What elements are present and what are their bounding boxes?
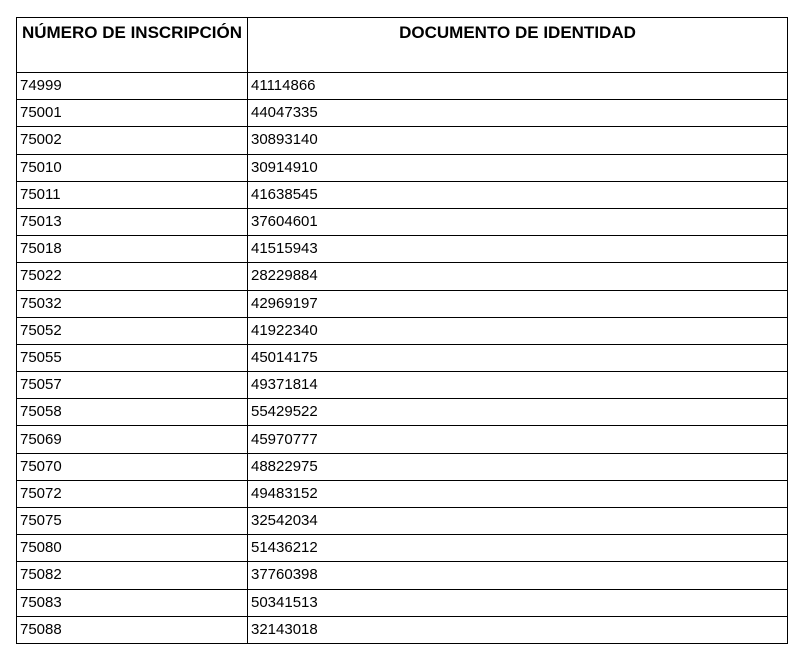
inscription-number-cell: 74999 bbox=[17, 73, 248, 100]
table-row bbox=[17, 127, 788, 154]
identity-document-cell: 55429522 bbox=[248, 399, 788, 426]
identity-document-cell: 44047335 bbox=[248, 100, 788, 127]
inscription-number-cell: 75001 bbox=[17, 100, 248, 127]
inscription-number-cell: 75055 bbox=[17, 344, 248, 371]
table-row bbox=[17, 372, 788, 399]
identity-document-cell: 32542034 bbox=[248, 508, 788, 535]
inscription-number-cell: 75072 bbox=[17, 480, 248, 507]
table-row bbox=[17, 399, 788, 426]
identity-document-cell: 41515943 bbox=[248, 236, 788, 263]
inscription-number-cell: 75002 bbox=[17, 127, 248, 154]
table-row bbox=[17, 317, 788, 344]
identity-document-cell: 30914910 bbox=[248, 154, 788, 181]
inscription-number-cell: 75069 bbox=[17, 426, 248, 453]
inscription-number-cell: 75070 bbox=[17, 453, 248, 480]
table-row bbox=[17, 344, 788, 371]
identity-document-cell: 48822975 bbox=[248, 453, 788, 480]
identity-document-cell: 37604601 bbox=[248, 208, 788, 235]
table-row bbox=[17, 100, 788, 127]
inscription-number-cell: 75022 bbox=[17, 263, 248, 290]
inscription-number-cell: 75010 bbox=[17, 154, 248, 181]
identity-document-cell: 45970777 bbox=[248, 426, 788, 453]
table-row bbox=[17, 453, 788, 480]
table-row bbox=[17, 181, 788, 208]
table-body bbox=[17, 73, 788, 644]
inscription-number-cell: 75080 bbox=[17, 535, 248, 562]
inscription-table bbox=[16, 17, 788, 644]
inscription-number-cell: 75075 bbox=[17, 508, 248, 535]
header-inscription-number: NÚMERO DE INSCRIPCIÓN bbox=[17, 18, 248, 73]
inscription-number-cell: 75011 bbox=[17, 181, 248, 208]
identity-document-cell: 45014175 bbox=[248, 344, 788, 371]
identity-document-cell: 41638545 bbox=[248, 181, 788, 208]
identity-document-cell: 32143018 bbox=[248, 616, 788, 643]
identity-document-cell: 41114866 bbox=[248, 73, 788, 100]
table-row bbox=[17, 236, 788, 263]
table-row bbox=[17, 208, 788, 235]
table-row bbox=[17, 426, 788, 453]
identity-document-cell: 41922340 bbox=[248, 317, 788, 344]
table-row bbox=[17, 508, 788, 535]
table-row bbox=[17, 562, 788, 589]
identity-document-cell: 51436212 bbox=[248, 535, 788, 562]
table-row bbox=[17, 616, 788, 643]
inscription-number-cell: 75018 bbox=[17, 236, 248, 263]
table-row bbox=[17, 263, 788, 290]
identity-document-cell: 42969197 bbox=[248, 290, 788, 317]
table-row bbox=[17, 480, 788, 507]
inscription-number-cell: 75013 bbox=[17, 208, 248, 235]
inscription-number-cell: 75057 bbox=[17, 372, 248, 399]
identity-document-cell: 49371814 bbox=[248, 372, 788, 399]
inscription-number-cell: 75088 bbox=[17, 616, 248, 643]
identity-document-cell: 30893140 bbox=[248, 127, 788, 154]
inscription-number-cell: 75082 bbox=[17, 562, 248, 589]
identity-document-cell: 37760398 bbox=[248, 562, 788, 589]
inscription-number-cell: 75052 bbox=[17, 317, 248, 344]
identity-document-cell: 28229884 bbox=[248, 263, 788, 290]
table-row bbox=[17, 589, 788, 616]
inscription-number-cell: 75058 bbox=[17, 399, 248, 426]
header-row bbox=[17, 18, 788, 73]
identity-document-cell: 50341513 bbox=[248, 589, 788, 616]
table-row bbox=[17, 154, 788, 181]
identity-document-cell: 49483152 bbox=[248, 480, 788, 507]
table-row bbox=[17, 73, 788, 100]
header-identity-document: DOCUMENTO DE IDENTIDAD bbox=[248, 18, 788, 73]
table-header bbox=[17, 18, 788, 73]
table-row bbox=[17, 535, 788, 562]
table-row bbox=[17, 290, 788, 317]
inscription-number-cell: 75032 bbox=[17, 290, 248, 317]
inscription-number-cell: 75083 bbox=[17, 589, 248, 616]
